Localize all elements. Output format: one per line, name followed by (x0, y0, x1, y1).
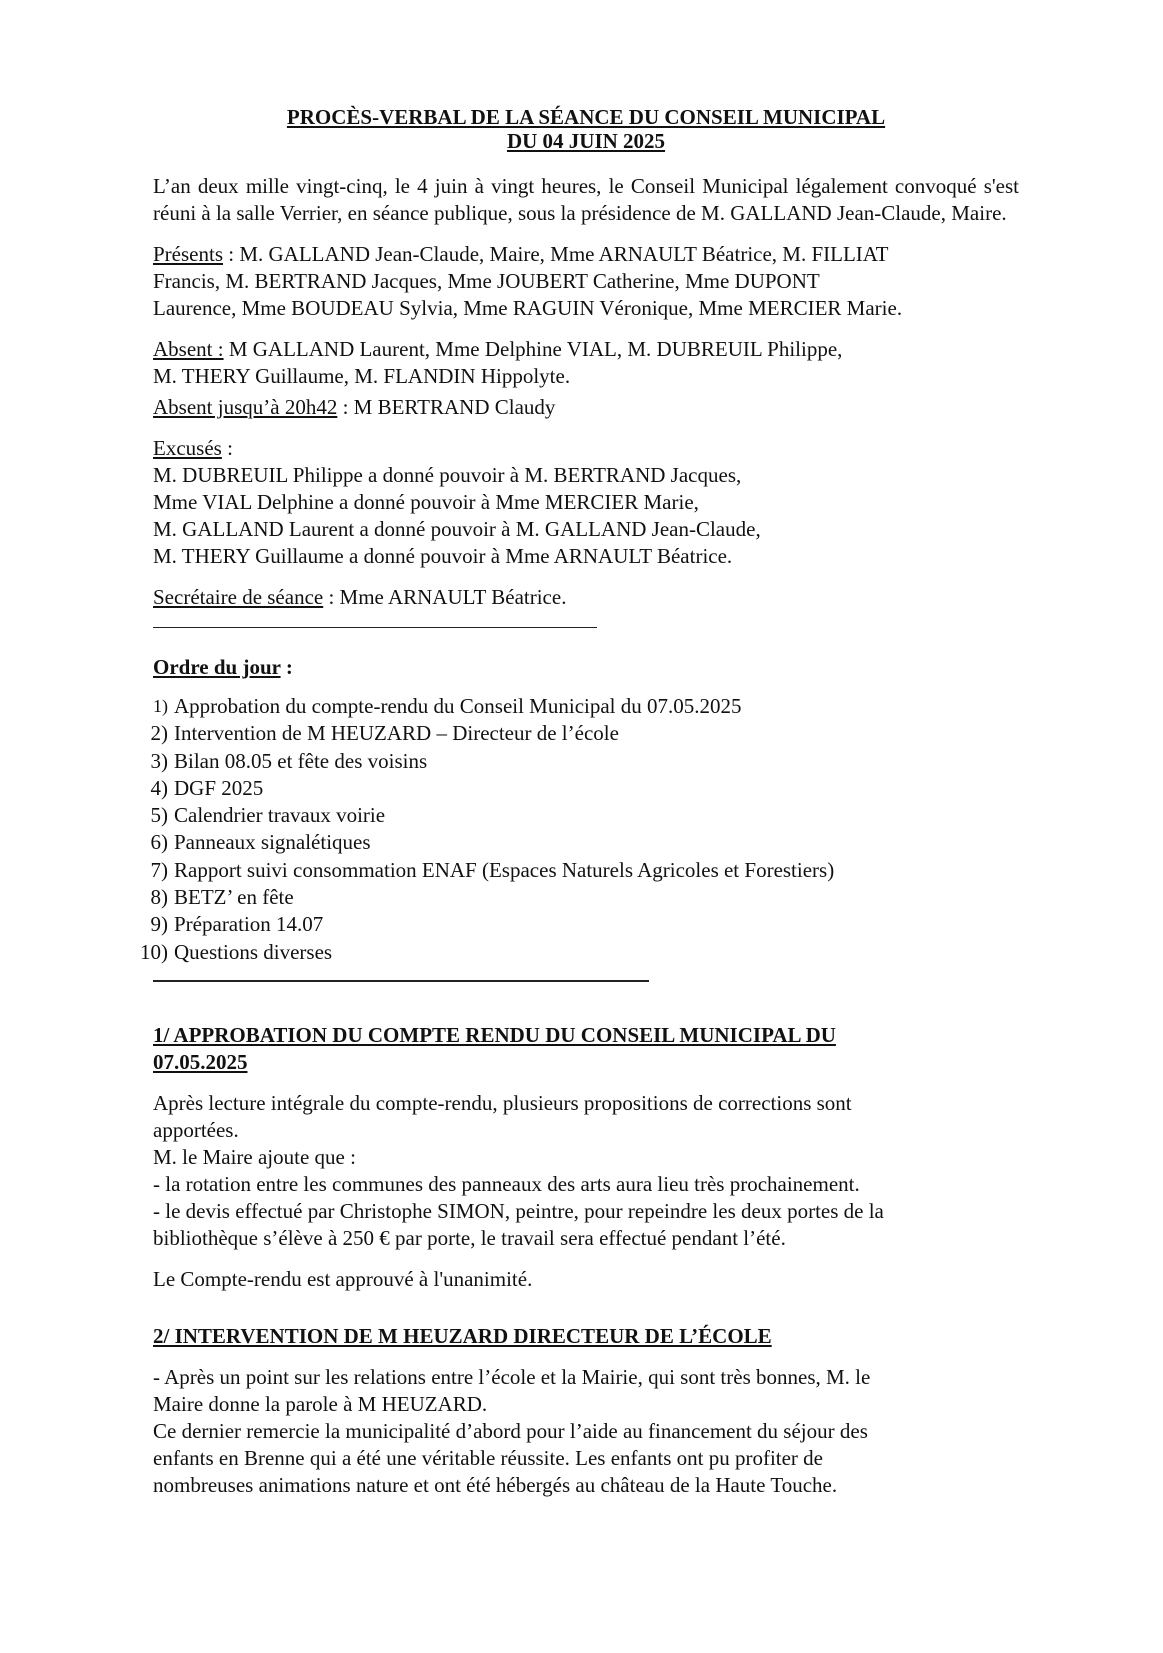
title-line-1: PROCÈS-VERBAL DE LA SÉANCE DU CONSEIL MUNICIPAL (286, 105, 886, 129)
section-1-title-line-2: 07.05.2025 (153, 1049, 248, 1074)
presents-line-3: Laurence, Mme BOUDEAU Sylvia, Mme RAGUIN Véronique, Mme MERCIER Marie. (153, 296, 903, 320)
section-2-line: Ce dernier remercie la municipalité d’abord pour l’aide au financement du séjour des (153, 1418, 868, 1443)
secretaire-label: Secrétaire de séance (153, 585, 324, 609)
agenda-item-text: Bilan 08.05 et fête des voisins (174, 748, 428, 773)
list-item (150, 911, 1019, 938)
agenda-item-text: Intervention de M HEUZARD – Directeur de l’école (174, 721, 619, 746)
excuse-line: M. GALLAND Laurent a donné pouvoir à M. GALLAND Jean-Claude, (153, 517, 761, 541)
separator-line (153, 980, 649, 982)
absent-until-label: Absent jusqu’à 20h42 (153, 395, 338, 419)
excuse-line: Mme VIAL Delphine a donné pouvoir à Mme MERCIER Marie, (153, 490, 699, 514)
agenda-item-number: 7) (150, 857, 168, 882)
section-1-line: - le devis effectué par Christophe SIMON, peintre, pour repeindre les deux portes de la (153, 1198, 884, 1223)
agenda-item-text: Calendrier travaux voirie (174, 803, 386, 828)
section-1-line: apportées. (153, 1117, 239, 1142)
agenda-title (153, 654, 1019, 681)
list-item (150, 748, 1019, 775)
list-item (153, 693, 1019, 720)
presents-label: Présents (153, 242, 223, 266)
list-item (150, 829, 1019, 856)
agenda-title-suffix: : (280, 655, 293, 679)
agenda-item-text: Rapport suivi consommation ENAF (Espaces Naturels Agricoles et Forestiers) (174, 857, 835, 882)
section-1-line: bibliothèque s’élève à 250 € par porte, le travail sera effectué pendant l’été. (153, 1225, 786, 1250)
absent-line-1: M GALLAND Laurent, Mme Delphine VIAL, M. DUBREUIL Philippe, (223, 337, 843, 361)
list-item (150, 775, 1019, 802)
agenda-item-number: 10) (140, 939, 168, 964)
list-item (150, 720, 1019, 747)
document-title (153, 105, 1019, 153)
presents-line-1: : M. GALLAND Jean-Claude, Maire, Mme ARNAULT Béatrice, M. FILLIAT (223, 242, 889, 266)
agenda-item-number: 5) (150, 803, 168, 828)
section-1-title-line-1: 1/ APPROBATION DU COMPTE RENDU DU CONSEIL MUNICIPAL DU (153, 1022, 836, 1047)
agenda-list (140, 693, 1019, 966)
secretaire-block (153, 584, 1019, 611)
agenda-item-number: 2) (150, 721, 168, 746)
list-item (140, 939, 1019, 966)
absent-block (153, 336, 1019, 421)
excuses-suffix: : (221, 436, 233, 460)
excuse-line: M. THERY Guillaume a donné pouvoir à Mme ARNAULT Béatrice. (153, 544, 733, 568)
section-1-body (153, 1090, 1019, 1252)
section-1-line: M. le Maire ajoute que : (153, 1144, 356, 1169)
section-2-line: - Après un point sur les relations entre l’école et la Mairie, qui sont très bonnes, M. le (153, 1364, 871, 1389)
list-item (150, 884, 1019, 911)
list-item (150, 857, 1019, 884)
absent-label: Absent : (153, 337, 224, 361)
title-line-2: DU 04 JUIN 2025 (506, 129, 666, 153)
excuses-block (153, 435, 1019, 570)
agenda-item-number: 1) (153, 696, 168, 716)
section-2-body (153, 1364, 1019, 1499)
secretaire-text: : Mme ARNAULT Béatrice. (323, 585, 567, 609)
document-content (140, 105, 1019, 1499)
intro-paragraph: L’an deux mille vingt-cinq, le 4 juin à vingt heures, le Conseil Municipal légalement convoqué s'est réuni à la salle Verrier, en séance publique, sous la présidence de M. GALLAND Jean-Claude, Maire. (153, 174, 1019, 225)
presents-block (153, 241, 1019, 322)
agenda-item-text: Préparation 14.07 (174, 912, 324, 937)
agenda-item-text: Questions diverses (174, 939, 333, 964)
section-2-title: 2/ INTERVENTION DE M HEUZARD DIRECTEUR DE L’ÉCOLE (153, 1323, 772, 1348)
agenda-item-number: 3) (150, 748, 168, 773)
section-1-line: Après lecture intégrale du compte-rendu, plusieurs propositions de corrections sont (153, 1090, 852, 1115)
section-1-title (153, 1022, 1019, 1076)
agenda-item-number: 9) (150, 912, 168, 937)
section-1-conclusion: Le Compte-rendu est approuvé à l'unanimité. (153, 1266, 533, 1291)
absent-until-text: : M BERTRAND Claudy (337, 395, 556, 419)
agenda-item-text: BETZ’ en fête (174, 885, 294, 910)
presents-line-2: Francis, M. BERTRAND Jacques, Mme JOUBERT Catherine, Mme DUPONT (153, 269, 820, 293)
agenda-item-text: Approbation du compte-rendu du Conseil Municipal du 07.05.2025 (174, 694, 742, 718)
agenda-title-label: Ordre du jour (153, 655, 281, 679)
agenda-item-number: 8) (150, 885, 168, 910)
section-2-line: enfants en Brenne qui a été une véritable réussite. Les enfants ont pu profiter de (153, 1445, 824, 1470)
separator-line (153, 627, 597, 628)
absent-line-2: M. THERY Guillaume, M. FLANDIN Hippolyte. (153, 364, 571, 388)
section-1-line: - la rotation entre les communes des panneaux des arts aura lieu très prochainement. (153, 1171, 860, 1196)
agenda-item-text: Panneaux signalétiques (174, 830, 371, 855)
agenda-item-number: 6) (150, 830, 168, 855)
section-2-line: Maire donne la parole à M HEUZARD. (153, 1391, 488, 1416)
agenda-item-text: DGF 2025 (174, 775, 264, 800)
list-item (150, 802, 1019, 829)
excuses-label: Excusés (153, 436, 222, 460)
section-2-line: nombreuses animations nature et ont été hébergés au château de la Haute Touche. (153, 1472, 838, 1497)
excuse-line: M. DUBREUIL Philippe a donné pouvoir à M. BERTRAND Jacques, (153, 463, 742, 487)
agenda-item-number: 4) (150, 775, 168, 800)
